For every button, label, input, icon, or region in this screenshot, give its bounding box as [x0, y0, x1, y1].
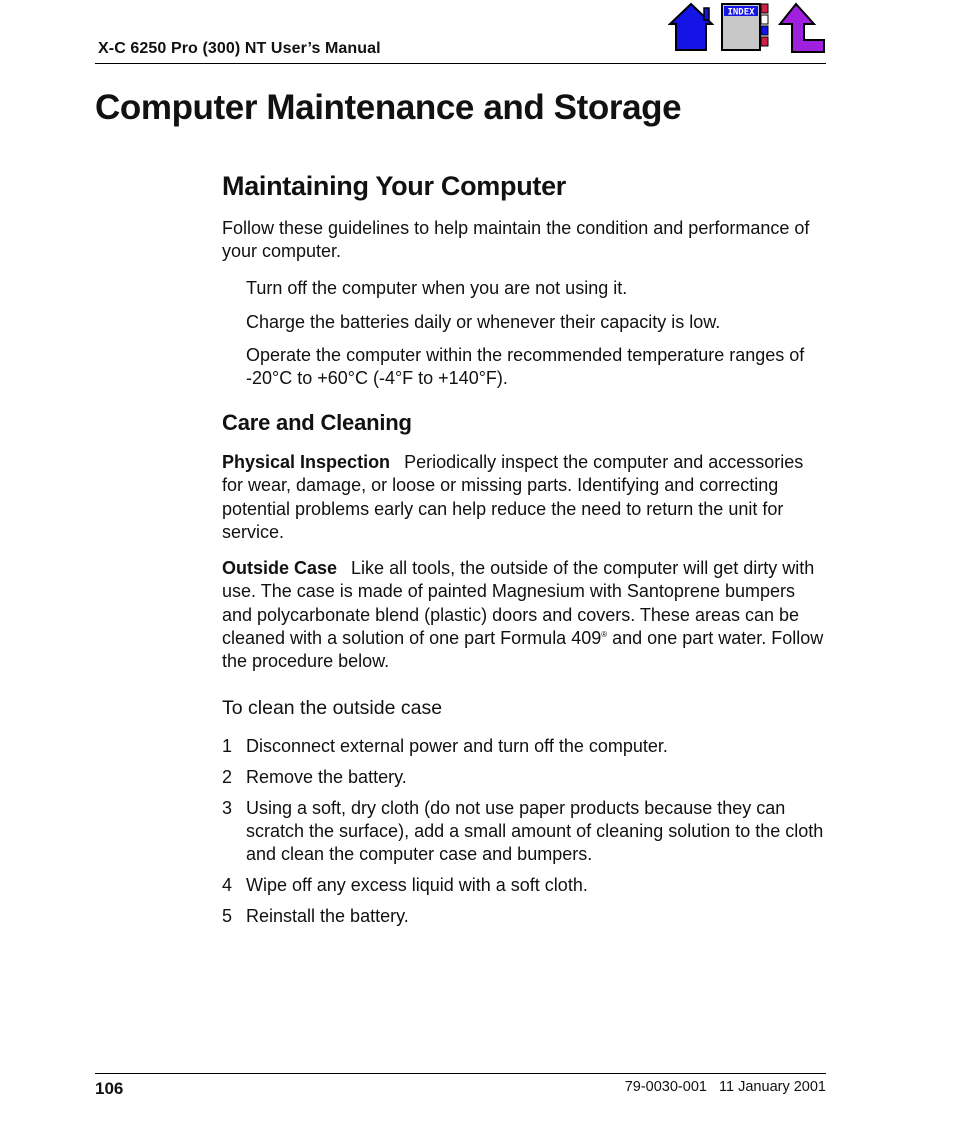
outside-case-label: Outside Case: [222, 558, 338, 578]
physical-inspection-label: Physical Inspection: [222, 452, 391, 472]
step-number: 5: [222, 906, 233, 926]
procedure-step: [222, 766, 826, 789]
procedure-title: To clean the outside case: [222, 697, 443, 719]
step-text: Remove the battery.: [246, 767, 407, 787]
outside-case-text-end: and one part water. Follow the procedure below.: [222, 627, 824, 672]
section-heading-maintaining: Maintaining Your Computer: [222, 171, 567, 201]
nav-icon-bar: [666, 2, 828, 54]
step-text: Using a soft, dry cloth (do not use paper products because they can scratch the surface), add a small amount of cleaning solution to the cloth and clean the computer case and bumpers.: [246, 798, 824, 864]
physical-inspection-text: Periodically inspect the computer and accessories for wear, damage, or loose or missing parts. Identifying and correcting potential problems early can help reduce the need to return the unit for service.: [222, 452, 804, 542]
procedure-step: [222, 874, 826, 897]
step-text: Wipe off any excess liquid with a soft cloth.: [246, 875, 588, 895]
guideline-item: Operate the computer within the recommended temperature ranges of -20°C to +60°C (-4°F to +140°F).: [246, 345, 805, 389]
registered-mark: ®: [601, 629, 608, 639]
outside-case-text: Like all tools, the outside of the computer will get dirty with use. The case is made of painted Magnesium with Santoprene bumpers and polycarbonate blend (plastic) doors and covers. These areas can be cleaned with a solution of one part Formula 409: [222, 558, 815, 648]
procedure-step: [222, 905, 826, 928]
header-divider: [95, 63, 826, 64]
manual-title: X-C 6250 Pro (300) NT User’s Manual: [98, 40, 381, 57]
index-icon[interactable]: [720, 2, 770, 52]
step-number: 2: [222, 767, 233, 787]
procedure-step: [222, 735, 826, 758]
home-icon[interactable]: [668, 2, 714, 52]
page-title: Computer Maintenance and Storage: [95, 88, 682, 127]
document-id-date: 79-0030-001 11 January 2001: [624, 1079, 826, 1095]
step-text: Reinstall the battery.: [246, 906, 409, 926]
step-number: 4: [222, 875, 233, 895]
step-number: 1: [222, 736, 233, 756]
step-number: 3: [222, 798, 233, 818]
maintaining-intro: Follow these guidelines to help maintain the condition and performance of your computer.: [222, 218, 810, 262]
guideline-item: Turn off the computer when you are not using it.: [246, 278, 628, 298]
guideline-item: Charge the batteries daily or whenever their capacity is low.: [246, 312, 721, 332]
section-heading-care: Care and Cleaning: [222, 410, 412, 435]
footer-divider: [95, 1073, 826, 1074]
index-label: INDEX: [727, 7, 755, 18]
outside-case-paragraph: [222, 557, 826, 673]
procedure-step: [222, 797, 826, 866]
step-text: Disconnect external power and turn off the computer.: [246, 736, 668, 756]
page-number: 106: [95, 1079, 124, 1098]
back-arrow-icon[interactable]: [776, 2, 828, 54]
physical-inspection-paragraph: [222, 451, 826, 544]
